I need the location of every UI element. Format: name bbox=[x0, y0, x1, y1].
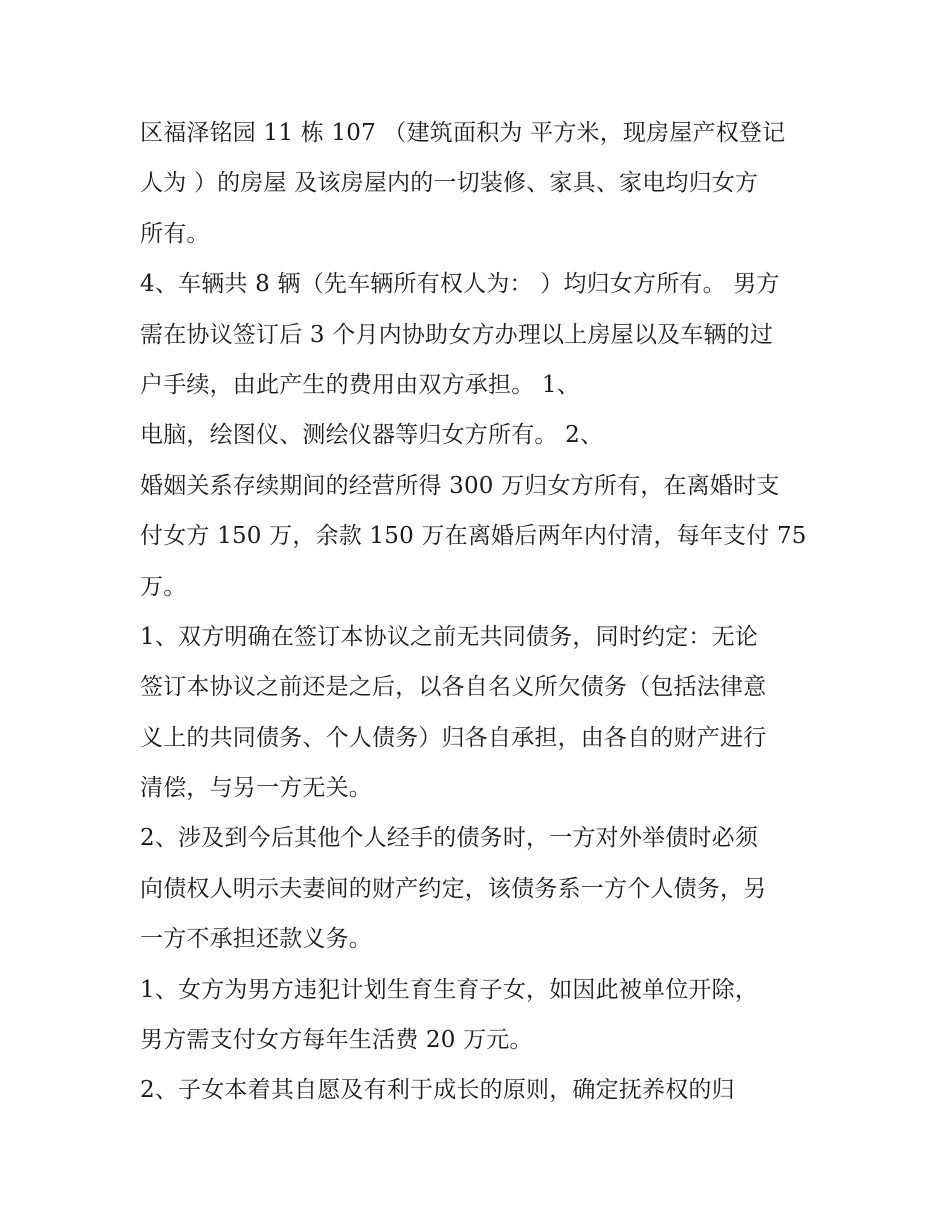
text-line: 万。 bbox=[140, 573, 187, 600]
text-line: 1、女方为男方违犯计划生育生育子女，如因此被单位开除， bbox=[140, 976, 759, 1003]
text-line: 男方需支付女方每年生活费 20 万元。 bbox=[140, 1027, 533, 1054]
text-line: 1、双方明确在签订本协议之前无共同债务，同时约定：无论 bbox=[140, 623, 759, 650]
text-line: 一方不承担还款义务。 bbox=[140, 926, 372, 953]
text-line: 签订本协议之前还是之后，以各自名义所欠债务（包括法律意 bbox=[140, 674, 767, 701]
text-line: 户手续，由此产生的费用由双方承担。 1、 bbox=[140, 371, 580, 398]
text-line: 2、涉及到今后其他个人经手的债务时，一方对外举债时必须 bbox=[140, 825, 759, 852]
text-line: 4、车辆共 8 辆（先车辆所有权人为： ）均归女方所有。 男方 bbox=[140, 271, 780, 298]
text-line: 婚姻关系存续期间的经营所得 300 万归女方所有，在离婚时支 bbox=[140, 472, 780, 499]
text-line: 向债权人明示夫妻间的财产约定，该债务系一方个人债务，另 bbox=[140, 875, 767, 902]
text-line: 区福泽铭园 11 栋 107 （建筑面积为 平方米，现房屋产权登记 bbox=[140, 120, 786, 146]
text-line: 2、子女本着其自愿及有利于成长的原则，确定抚养权的归 bbox=[140, 1077, 735, 1104]
document-body bbox=[140, 108, 820, 1116]
text-line: 义上的共同债务、个人债务）归各自承担，由各自的财产进行 bbox=[140, 724, 767, 751]
text-line: 清偿，与另一方无关。 bbox=[140, 775, 372, 802]
text-line: 人为 ）的房屋 及该房屋内的一切装修、家具、家电均归女方 bbox=[140, 170, 759, 197]
text-line: 电脑，绘图仪、测绘仪器等归女方所有。 2、 bbox=[140, 422, 604, 449]
text-line: 所有。 bbox=[140, 220, 210, 247]
text-line: 付女方 150 万，余款 150 万在离婚后两年内付清，每年支付 75 bbox=[140, 523, 807, 550]
text-line: 需在协议签订后 3 个月内协助女方办理以上房屋以及车辆的过 bbox=[140, 321, 774, 348]
